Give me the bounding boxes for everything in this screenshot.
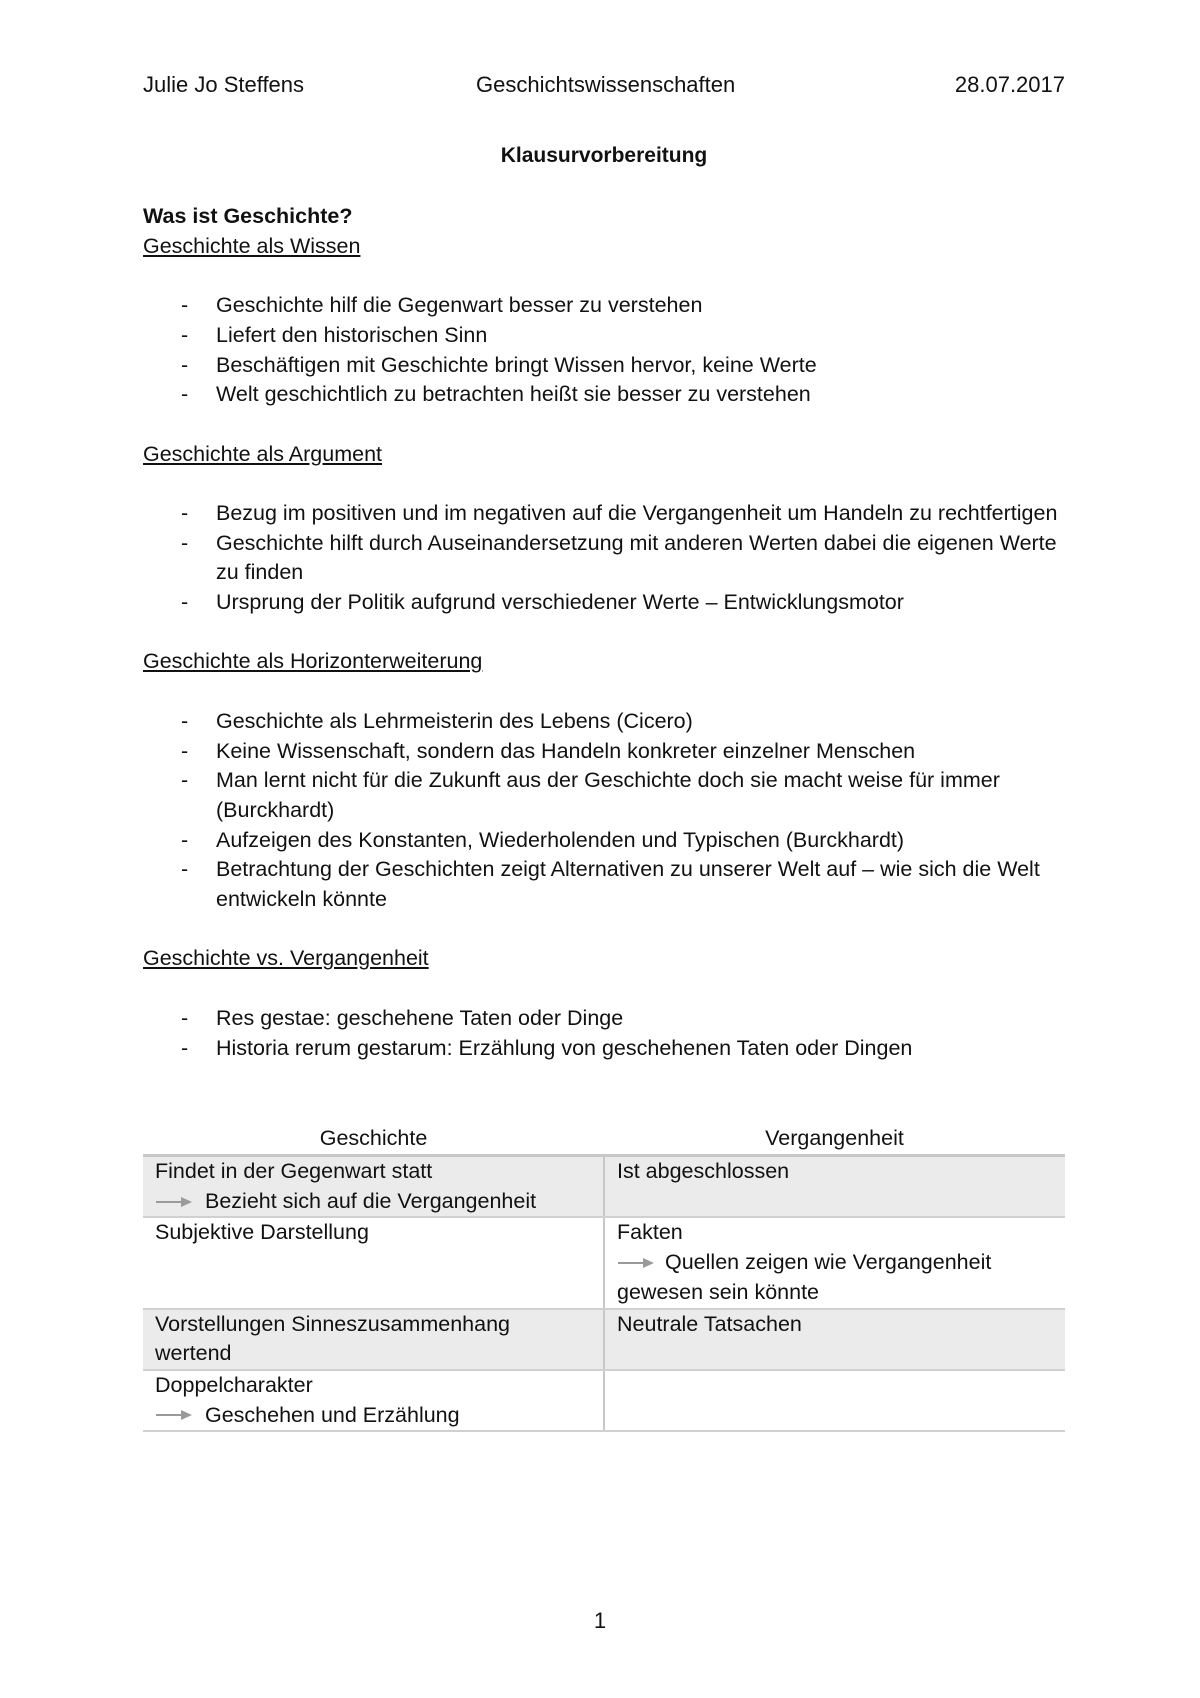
section-wissen <box>143 232 1065 410</box>
list-item: - Betrachtung der Geschichten zeigt Alternativen zu unserer Welt auf – wie sich die Welt entwickeln könnte <box>143 855 1065 914</box>
section-title: Geschichte vs. Vergangenheit <box>143 946 429 971</box>
header-date: 28.07.2017 <box>954 72 1065 97</box>
cell-text: Quellen zeigen wie Vergangenheit <box>665 1250 992 1275</box>
document-title: Klausurvorbereitung <box>500 144 708 167</box>
bullet-list <box>143 1004 1065 1063</box>
cell-text: Vorstellungen Sinneszusammenhang <box>155 1311 510 1336</box>
bullet-list <box>143 291 1065 410</box>
list-item: - Geschichte hilft durch Auseinandersetzung mit anderen Werten dabei die eigenen Werte zu finden <box>143 529 1065 588</box>
list-item: - Historia rerum gestarum: Erzählung von geschehenen Taten oder Dingen <box>143 1034 1065 1064</box>
document-body <box>143 202 1065 1063</box>
cell-text: Bezieht sich auf die Vergangenheit <box>205 1188 537 1213</box>
header-author: Julie Jo Steffens <box>143 72 305 97</box>
cell-text: Neutrale Tatsachen <box>617 1311 802 1336</box>
list-item: - Keine Wissenschaft, sondern das Handeln konkreter einzelner Menschen <box>143 737 1065 767</box>
table-row <box>143 1156 1065 1218</box>
right-arrow-icon <box>617 1255 655 1271</box>
table-cell <box>604 1370 1065 1431</box>
comparison-table <box>143 1124 1065 1432</box>
section-title: Geschichte als Wissen <box>143 233 361 258</box>
list-item: - Ursprung der Politik aufgrund verschiedener Werte – Entwicklungsmotor <box>143 588 1065 618</box>
list-item: - Aufzeigen des Konstanten, Wiederholenden und Typischen (Burckhardt) <box>143 826 1065 856</box>
list-item: - Liefert den historischen Sinn <box>143 321 1065 351</box>
list-item: - Welt geschichtlich zu betrachten heißt sie besser zu verstehen <box>143 380 1065 410</box>
table-row <box>143 1309 1065 1370</box>
bullet-list <box>143 499 1065 618</box>
cell-text: gewesen sein könnte <box>617 1279 820 1304</box>
cell-text: wertend <box>155 1341 232 1366</box>
right-arrow-icon <box>155 1194 193 1210</box>
page-number: 1 <box>593 1608 607 1633</box>
column-header: Geschichte <box>143 1124 604 1156</box>
section-argument <box>143 440 1065 618</box>
list-item: - Bezug im positiven und im negativen auf die Vergangenheit um Handeln zu rechtfertigen <box>143 499 1065 529</box>
table-cell <box>604 1156 1065 1218</box>
section-title: Geschichte als Horizonterweiterung <box>143 649 483 674</box>
cell-text: Findet in der Gegenwart statt <box>155 1159 433 1183</box>
list-item: - Geschichte hilf die Gegenwart besser zu verstehen <box>143 291 1065 321</box>
table-cell <box>604 1217 1065 1308</box>
bullet-list <box>143 707 1065 915</box>
list-item: - Res gestae: geschehene Taten oder Dinge <box>143 1004 1065 1034</box>
cell-text: Geschehen und Erzählung <box>205 1402 460 1427</box>
list-item: - Geschichte als Lehrmeisterin des Lebens (Cicero) <box>143 707 1065 737</box>
table-row <box>143 1370 1065 1431</box>
table-cell <box>143 1156 604 1218</box>
section-title: Geschichte als Argument <box>143 441 383 466</box>
table-cell <box>604 1309 1065 1370</box>
cell-text: Subjektive Darstellung <box>155 1220 369 1245</box>
column-header: Vergangenheit <box>604 1124 1065 1156</box>
comparison-table-wrapper <box>143 1124 1065 1432</box>
page-header <box>143 72 1065 102</box>
question-heading: Was ist Geschichte? <box>143 204 353 228</box>
cell-text: Doppelcharakter <box>155 1372 313 1397</box>
section-horizont <box>143 647 1065 914</box>
right-arrow-icon <box>155 1407 193 1423</box>
table-cell <box>143 1217 604 1308</box>
list-item: - Man lernt nicht für die Zukunft aus der Geschichte doch sie macht weise für immer (Burckhardt) <box>143 766 1065 825</box>
cell-text: Ist abgeschlossen <box>617 1159 790 1183</box>
list-item: - Beschäftigen mit Geschichte bringt Wissen hervor, keine Werte <box>143 351 1065 381</box>
section-vergangenheit <box>143 944 1065 1063</box>
table-row <box>143 1217 1065 1308</box>
table-cell <box>143 1370 604 1431</box>
table-cell <box>143 1309 604 1370</box>
header-subject: Geschichtswissenschaften <box>476 72 736 97</box>
cell-text: Fakten <box>617 1220 683 1245</box>
